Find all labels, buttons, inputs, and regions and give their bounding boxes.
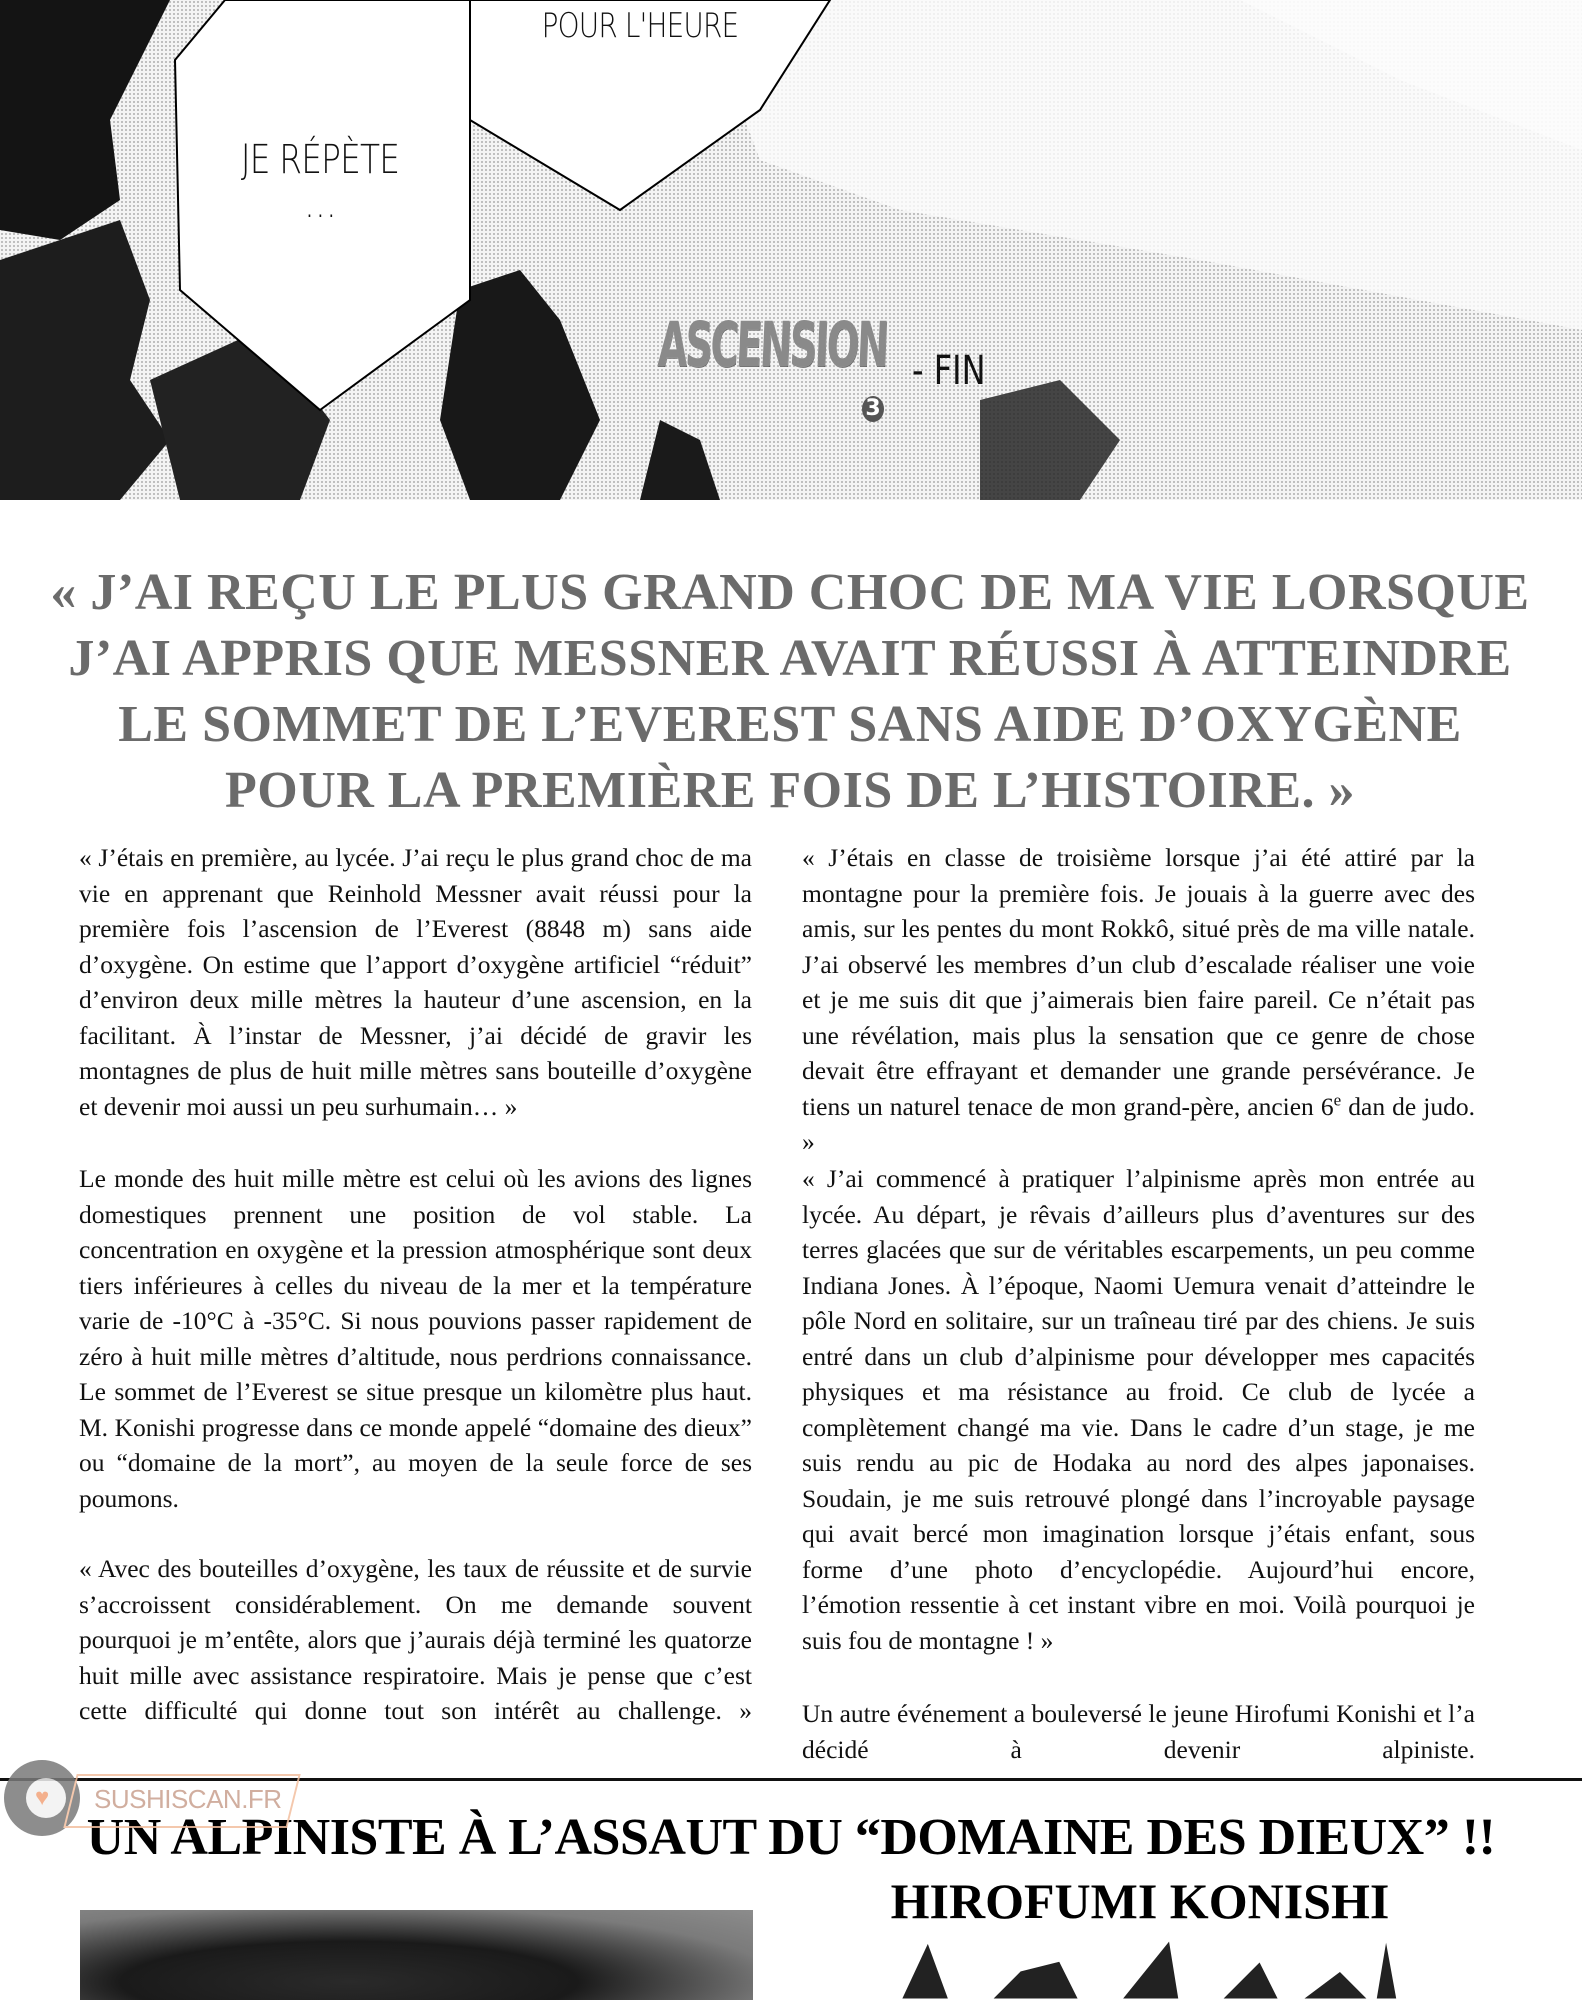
- right-column: [802, 840, 1475, 1160]
- manga-artwork: [0, 0, 1582, 500]
- paragraph: Le monde des huit mille mètre est celui où les avions des lignes domestiques prennent une position de vol stable. La concentration en oxygène et la pression atmosphérique sont deux tiers inférieures à celles du niveau de la mer et la température varie de -10°C à -35°C. Si nous pouvions passer rapidement de zéro à huit mille mètres d’altitude, nous perdrions connaissance. Le sommet de l’Everest se situe presque un kilomètre plus haut. M. Konishi progresse dans ce monde appelé “domaine des dieux” ou “domaine de la mort”, au moyen de la seule force de ses poumons.: [79, 1164, 752, 1513]
- end-label: - FIN: [912, 348, 986, 394]
- pull-quote-line: « J’AI REÇU LE PLUS GRAND CHOC DE MA VIE LORSQUE: [50, 564, 1530, 621]
- paragraph-text: « J’étais en classe de troisième lorsque j’ai été attiré par la montagne pour la première fois. Je jouais à la guerre avec des amis, sur les pentes du mont Rokkô, situé près de ma ville natale. J’ai observé les membres d’un club d’escalade réaliser une voie et je me suis dit que j’aimerais bien faire pareil. Ce n’était pas une révélation, mais plus la sensation que ce genre de chose devait être effrayant et demander une grande persévérance. Je tiens un naturel tenace de mon grand-père, ancien 6: [802, 843, 1475, 1121]
- right-column: [802, 1161, 1475, 1658]
- watermark: [0, 1760, 320, 1850]
- bubble-ellipsis: …: [304, 181, 336, 227]
- pull-quote-line: LE SOMMET DE L’EVEREST SANS AIDE D’OXYGÈNE: [118, 696, 1462, 753]
- pull-quote: [40, 560, 1540, 824]
- paragraph: « J’étais en première, au lycée. J’ai reçu le plus grand choc de ma vie en apprenant que Reinhold Messner avait réussi pour la première fois l’ascension de l’Everest (8848 m) sans aide d’oxygène. On estime que l’apport d’oxygène artificiel “réduit” d’environ deux mille mètres la hauteur d’une ascension, en la facilitant. À l’instar de Messner, j’ai décidé de gravir les montagnes de plus de huit mille mètres sans bouteille d’oxygène et devenir moi aussi un peu surhumain… »: [79, 843, 752, 1121]
- ascension-logo: ASCENSION: [656, 308, 889, 381]
- pull-quote-line: POUR LA PREMIÈRE FOIS DE L’HISTOIRE. »: [224, 762, 1356, 819]
- volume-number: 3: [862, 396, 884, 422]
- pull-quote-line: J’AI APPRIS QUE MESSNER AVAIT RÉUSSI À ATTEINDRE: [68, 630, 1512, 687]
- watermark-text: SUSHISCAN.FR: [94, 1784, 282, 1814]
- speech-bubble-text: [230, 138, 410, 226]
- paragraph: « Avec des bouteilles d’oxygène, les taux de réussite et de survie s’accroissent considérablement. On me demande souvent pourquoi je m’entête, alors que j’aurais déjà terminé les quatorze huit mille avec assistance respiratoire. Mais je pense que c’est cette difficulté qui donne tout son intérêt au challenge. »: [79, 1554, 752, 1725]
- article-title: UN ALPINISTE À L’ASSAUT DU “DOMAINE DES DIEUX” !!: [86, 1809, 1496, 1866]
- paragraph-text: dan de judo. »: [802, 1091, 1475, 1156]
- left-column: [79, 1161, 752, 1516]
- portrait-photo: [80, 1910, 753, 2000]
- right-column: [802, 1696, 1475, 1767]
- bubble-line: JE RÉPÈTE: [240, 137, 400, 183]
- speech-bubble-text: POUR L'HEURE: [541, 6, 739, 46]
- paragraph: Un autre événement a bouleversé le jeune Hirofumi Konishi et l’a décidé à devenir alpiniste.: [802, 1699, 1475, 1764]
- left-column: [79, 840, 752, 1124]
- left-column: [79, 1551, 752, 1729]
- article-subject-name: HIROFUMI KONISHI: [890, 1873, 1390, 1929]
- paragraph: [802, 840, 1475, 1160]
- manga-panel: [0, 0, 1582, 500]
- ordinal-superscript: e: [1333, 1090, 1342, 1109]
- heart-icon: ♥: [35, 1785, 50, 1811]
- ascension-logo-large: [880, 1930, 1400, 2000]
- paragraph: « J’ai commencé à pratiquer l’alpinisme après mon entrée au lycée. Au départ, je rêvais d’ailleurs plus d’aventures sur des terres glacées que sur de véritables escarpements, un peu comme Indiana Jones. À l’époque, Naomi Uemura venait d’atteindre le pôle Nord en solitaire, sur un traîneau tiré par des chiens. Je suis entré dans un club d’alpinisme pour développer mes capacités physiques et ma résistance au froid. Ce club de lycée a complètement changé ma vie. Dans le cadre d’un stage, je me suis rendu au pic de Hodaka au nord des alpes japonaises. Soudain, je me suis retrouvé plongé dans l’incroyable paysage qui avait bercé mon imagination lorsque j’étais enfant, sous forme d’une photo d’encyclopédie. Aujourd’hui encore, l’émotion ressentie à cet instant vibre en moi. Voilà pourquoi je suis fou de montagne ! »: [802, 1164, 1475, 1655]
